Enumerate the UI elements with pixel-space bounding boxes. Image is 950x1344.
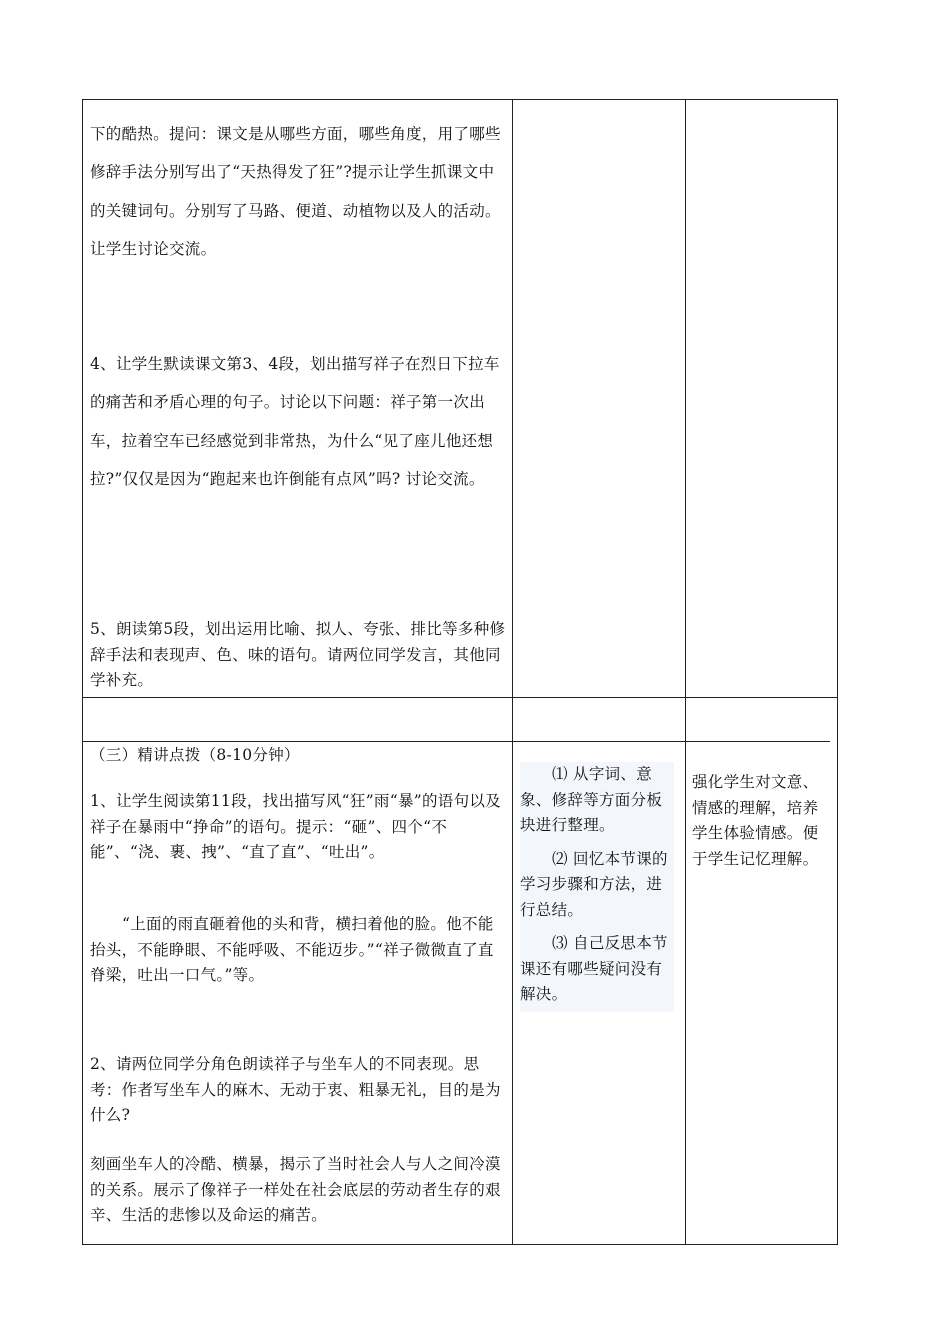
lower-quote	[90, 912, 508, 989]
table-column-divider	[512, 99, 513, 1245]
table-right-border-lower	[837, 741, 838, 1245]
design-intent	[692, 770, 832, 872]
table-right-border-upper	[837, 99, 838, 742]
activity-item: ⑶ 自己反思本节课还有哪些疑问没有解决。	[520, 934, 668, 1003]
teaching-paragraph: 1、让学生阅读第11段，找出描写风“狂”雨“暴”的语句以及祥子在暴雨中“挣命”的语句。提示：“砸”、四个“不能”、“浇、裹、拽”、“直了直”、“吐出”。	[90, 792, 501, 861]
table-top-border	[82, 99, 838, 100]
table-row-divider	[82, 741, 830, 742]
quote-paragraph: “上面的雨直砸着他的头和背，横扫着他的脸。他不能抬头，不能睁眼、不能呼吸、不能迈步。”“祥子微微直了直脊梁，吐出一口气。”等。	[90, 915, 494, 984]
table-left-border	[82, 99, 83, 1245]
design-intent-text: 强化学生对文意、情感的理解，培养学生体验情感。便于学生记忆理解。	[692, 773, 819, 868]
upper-teaching-step-4	[90, 345, 508, 499]
teaching-paragraph: 5、朗读第5段，划出运用比喻、拟人、夸张、排比等多种修辞手法和表现声、色、味的语句。请两位同学发言，其他同学补充。	[90, 620, 506, 689]
lower-item-2	[90, 1052, 508, 1129]
lower-item-1	[90, 789, 508, 866]
student-activity-box	[520, 762, 674, 1012]
section-heading: （三）精讲点拨（8-10分钟）	[90, 746, 300, 764]
activity-item: ⑴ 从字词、意象、修辞等方面分板块进行整理。	[520, 765, 663, 834]
upper-teaching-content	[90, 115, 508, 269]
lower-answer	[90, 1152, 508, 1229]
table-column-divider	[685, 99, 686, 1245]
teaching-paragraph: 4、让学生默读课文第3、4段，划出描写祥子在烈日下拉车的痛苦和矛盾心理的句子。讨论以下问题：祥子第一次出车，拉着空车已经感觉到非常热，为什么“见了座儿他还想拉?”仅仅是因为“跑起来也许倒能有点风”吗? 讨论交流。	[90, 355, 500, 489]
teaching-paragraph: 下的酷热。提问：课文是从哪些方面，哪些角度，用了哪些修辞手法分别写出了“天热得发了狂”?提示让学生抓课文中的关键词句。分别写了马路、便道、动植物以及人的活动。让学生讨论交流。	[90, 125, 501, 259]
table-bottom-border	[82, 1244, 838, 1245]
lower-teaching-content	[90, 743, 508, 769]
activity-item: ⑵ 回忆本节课的学习步骤和方法，进行总结。	[520, 849, 668, 919]
answer-paragraph: 刻画坐车人的冷酷、横暴，揭示了当时社会人与人之间冷漠的关系。展示了像祥子一样处在社会底层的劳动者生存的艰辛、生活的悲惨以及命运的痛苦。	[90, 1155, 501, 1224]
upper-teaching-step-5	[90, 617, 508, 694]
teaching-paragraph: 2、请两位同学分角色朗读祥子与坐车人的不同表现。思考：作者写坐车人的麻木、无动于衷、粗暴无礼，目的是为什么?	[90, 1055, 501, 1124]
table-row-divider	[82, 697, 838, 698]
